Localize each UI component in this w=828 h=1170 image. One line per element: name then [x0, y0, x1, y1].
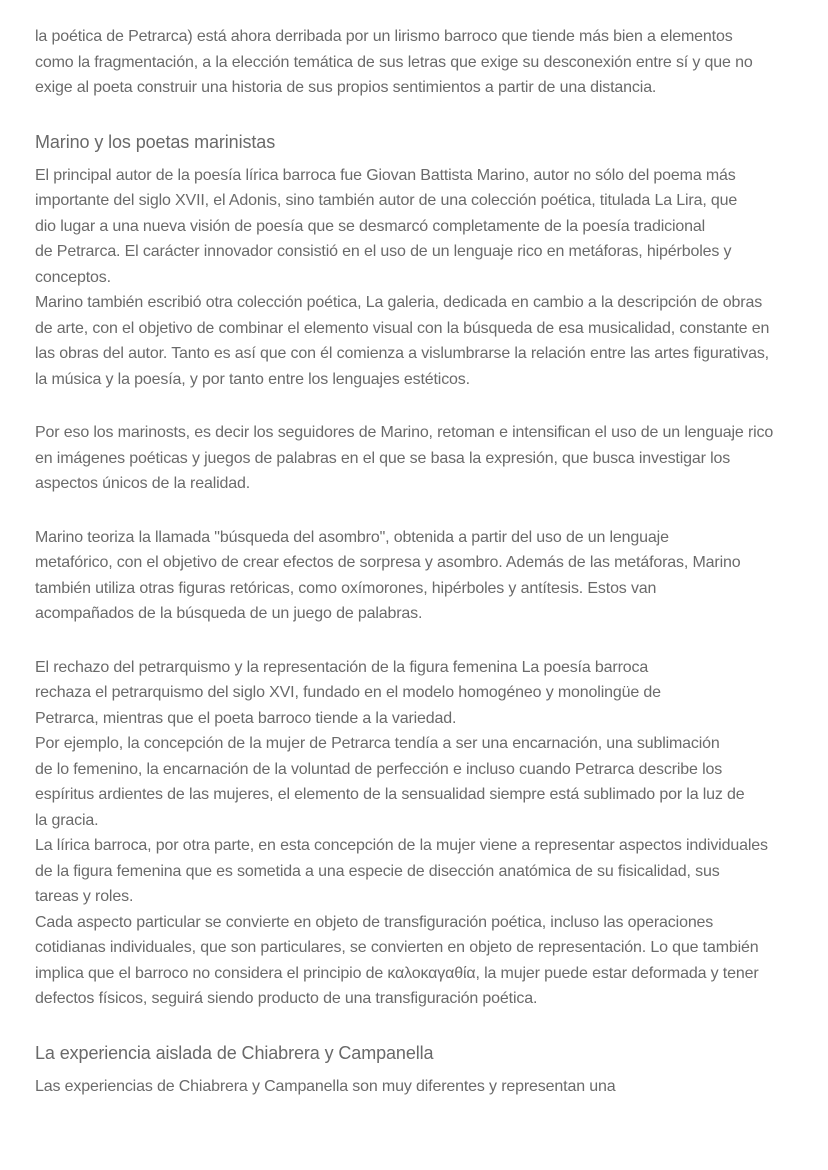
- text-line: aspectos únicos de la realidad.: [35, 475, 251, 492]
- text-line: de la figura femenina que es sometida a una especie de disección anatómica de su fisicalidad, sus: [35, 862, 720, 880]
- text-line: en imágenes poéticas y juegos de palabras en el que se basa la expresión, que busca investigar los: [35, 449, 731, 467]
- text-line: Petrarca, mientras que el poeta barroco tiende a la variedad.: [35, 709, 457, 727]
- paragraph: [35, 525, 828, 627]
- paragraph: [35, 163, 828, 393]
- text-line: implica que el barroco no considera el principio de καλοκαγαθία, la mujer puede estar deformada y tener: [35, 964, 759, 982]
- text-line: Marino teoriza la llamada "búsqueda del asombro", obtenida a partir del uso de un lenguaje: [35, 528, 669, 546]
- text-line: también utiliza otras figuras retóricas, como oxímorones, hipérboles y antítesis. Estos van: [35, 579, 657, 597]
- text-line: espíritus ardientes de las mujeres, el elemento de la sensualidad siempre está sublimado por la luz de: [35, 786, 745, 803]
- text-line: La lírica barroca, por otra parte, en esta concepción de la mujer viene a representar aspectos individuales: [35, 837, 768, 854]
- paragraph: [35, 420, 828, 497]
- text-line: rechaza el petrarquismo del siglo XVI, fundado en el modelo homogéneo y monolingüe de: [35, 684, 661, 701]
- text-line: las obras del autor. Tanto es así que con él comienza a vislumbrarse la relación entre las artes figurativas,: [35, 345, 769, 362]
- text-line: Marino y los poetas marinistas: [35, 131, 276, 152]
- text-line: Por eso los marinosts, es decir los seguidores de Marino, retoman e intensifican el uso de un lenguaje rico: [35, 424, 774, 441]
- section-heading: [35, 1040, 828, 1066]
- section-heading: [35, 129, 828, 155]
- text-line: como la fragmentación, a la elección temática de sus letras que exige su desconexión entre sí y que no: [35, 53, 753, 71]
- text-line: dio lugar a una nueva visión de poesía que se desmarcó completamente de la poesía tradicional: [35, 217, 706, 235]
- text-line: defectos físicos, seguirá siendo producto de una transfiguración poética.: [35, 990, 538, 1007]
- text-line: de lo femenino, la encarnación de la voluntad de perfección e incluso cuando Petrarca describe los: [35, 760, 723, 778]
- text-line: El rechazo del petrarquismo y la representación de la figura femenina La poesía barroca: [35, 658, 649, 676]
- text-line: de arte, con el objetivo de combinar el elemento visual con la búsqueda de esa musicalidad, constante en: [35, 319, 770, 337]
- text-line: cotidianas individuales, que son particulares, se convierten en objeto de representación. Lo que también: [35, 939, 759, 956]
- text-line: Marino también escribió otra colección poética, La galeria, dedicada en cambio a la descripción de obras: [35, 294, 763, 311]
- paragraph: [35, 655, 828, 1012]
- text-line: El principal autor de la poesía lírica barroca fue Giovan Battista Marino, autor no sólo del poema más: [35, 166, 736, 184]
- text-line: importante del siglo XVII, el Adonis, sino también autor de una colección poética, titulada La Lira, que: [35, 192, 738, 209]
- text-line: Las experiencias de Chiabrera y Campanella son muy diferentes y representan una: [35, 1077, 616, 1095]
- text-line: de Petrarca. El carácter innovador consistió en el uso de un lenguaje rico en metáforas, hipérboles y: [35, 243, 732, 260]
- text-line: la música y la poesía, y por tanto entre los lenguajes estéticos.: [35, 370, 470, 388]
- text-line: acompañados de la búsqueda de un juego de palabras.: [35, 605, 423, 622]
- text-line: la poética de Petrarca) está ahora derribada por un lirismo barroco que tiende más bien a elementos: [35, 28, 733, 45]
- text-line: Por ejemplo, la concepción de la mujer de Petrarca tendía a ser una encarnación, una sublimación: [35, 735, 720, 752]
- text-line: Cada aspecto particular se convierte en objeto de transfiguración poética, incluso las operaciones: [35, 913, 714, 931]
- text-line: La experiencia aislada de Chiabrera y Campanella: [35, 1042, 434, 1063]
- text-line: exige al poeta construir una historia de sus propios sentimientos a partir de una distancia.: [35, 79, 657, 96]
- paragraph: [35, 24, 828, 101]
- text-line: la gracia.: [35, 811, 99, 829]
- text-line: tareas y roles.: [35, 888, 134, 905]
- paragraph: [35, 1074, 828, 1100]
- document-content: [35, 24, 828, 1127]
- text-line: metafórico, con el objetivo de crear efectos de sorpresa y asombro. Además de las metáforas, Marino: [35, 554, 741, 571]
- text-line: conceptos.: [35, 268, 111, 286]
